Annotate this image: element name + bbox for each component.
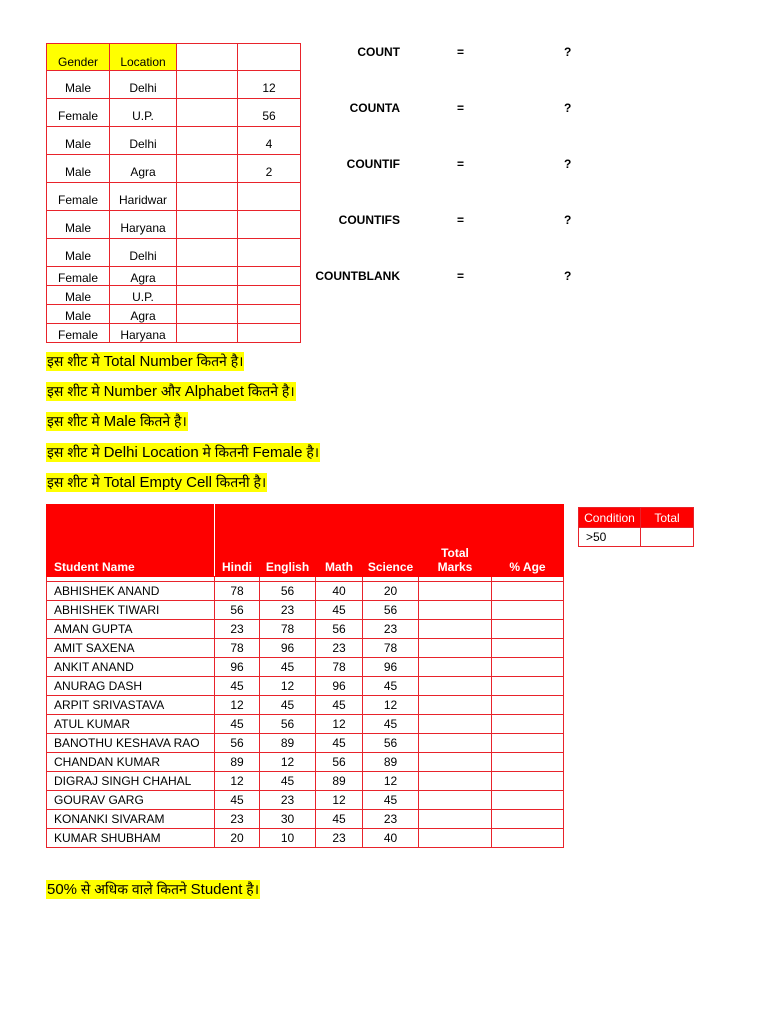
question-part: मे कितनी bbox=[198, 444, 253, 460]
marks-cell[interactable] bbox=[419, 753, 492, 772]
header-total-marks bbox=[419, 505, 492, 577]
gender-table-cell[interactable]: Male bbox=[47, 71, 110, 99]
marks-cell[interactable]: 45 bbox=[215, 715, 260, 734]
question-part: इस शीट मे bbox=[47, 474, 104, 490]
gender-table-row bbox=[47, 127, 301, 155]
marks-cell[interactable] bbox=[419, 810, 492, 829]
gender-table-cell[interactable]: Male bbox=[47, 239, 110, 267]
function-name: COUNTA bbox=[349, 101, 400, 115]
function-equals: = bbox=[457, 157, 465, 171]
marks-cell[interactable] bbox=[419, 601, 492, 620]
marks-cell[interactable] bbox=[492, 753, 564, 772]
marks-cell[interactable]: 96 bbox=[316, 677, 363, 696]
marks-cell[interactable]: 12 bbox=[316, 791, 363, 810]
marks-cell[interactable]: 23 bbox=[316, 829, 363, 848]
marks-cell[interactable] bbox=[492, 620, 564, 639]
question-part: कितने है। bbox=[136, 413, 187, 429]
header-english: English bbox=[260, 505, 316, 577]
gender-table-cell[interactable] bbox=[177, 267, 238, 286]
function-name: COUNT bbox=[357, 45, 400, 59]
question-part: Total Empty Cell bbox=[103, 474, 212, 491]
gender-table-cell[interactable]: 56 bbox=[238, 99, 301, 127]
marks-cell[interactable]: 45 bbox=[215, 791, 260, 810]
gender-table-cell[interactable] bbox=[177, 305, 238, 324]
marks-cell[interactable]: 45 bbox=[316, 734, 363, 753]
gender-table-row bbox=[47, 183, 301, 211]
student-name-cell[interactable]: ANKIT ANAND bbox=[47, 658, 215, 677]
marks-cell[interactable]: 78 bbox=[363, 639, 419, 658]
gender-table-header-3[interactable] bbox=[238, 44, 301, 71]
student-row bbox=[47, 753, 564, 772]
marks-cell[interactable]: 45 bbox=[260, 658, 316, 677]
function-name: COUNTIF bbox=[346, 157, 400, 171]
gender-table-row bbox=[47, 99, 301, 127]
gender-table-row bbox=[47, 211, 301, 239]
marks-cell[interactable] bbox=[419, 715, 492, 734]
function-name: COUNTBLANK bbox=[315, 269, 400, 283]
marks-cell[interactable] bbox=[419, 772, 492, 791]
gender-table-cell[interactable] bbox=[177, 155, 238, 183]
question-2 bbox=[46, 382, 296, 401]
marks-cell[interactable]: 78 bbox=[260, 620, 316, 639]
marks-cell[interactable]: 45 bbox=[316, 601, 363, 620]
header-student-name: Student Name bbox=[47, 505, 215, 577]
marks-cell[interactable] bbox=[492, 829, 564, 848]
gender-table-cell[interactable]: Female bbox=[47, 324, 110, 343]
question-part: Delhi Location bbox=[103, 444, 199, 461]
gender-table-cell[interactable]: Agra bbox=[110, 305, 177, 324]
marks-cell[interactable]: 20 bbox=[363, 582, 419, 601]
question-part: कितने है। bbox=[192, 353, 244, 369]
question-part: है। bbox=[302, 444, 320, 460]
marks-cell[interactable]: 89 bbox=[363, 753, 419, 772]
gender-table-row bbox=[47, 155, 301, 183]
gender-table-cell[interactable] bbox=[238, 324, 301, 343]
gender-table-row bbox=[47, 286, 301, 305]
marks-cell[interactable] bbox=[492, 810, 564, 829]
marks-cell[interactable]: 45 bbox=[260, 696, 316, 715]
student-row bbox=[47, 734, 564, 753]
condition-header: Condition bbox=[579, 508, 641, 528]
marks-cell[interactable]: 30 bbox=[260, 810, 316, 829]
student-row bbox=[47, 715, 564, 734]
marks-cell[interactable]: 56 bbox=[363, 734, 419, 753]
gender-table-cell[interactable]: Delhi bbox=[110, 127, 177, 155]
student-name-cell[interactable]: CHANDAN KUMAR bbox=[47, 753, 215, 772]
student-row bbox=[47, 696, 564, 715]
gender-table-cell[interactable] bbox=[238, 239, 301, 267]
marks-cell[interactable] bbox=[492, 715, 564, 734]
question-part: और bbox=[156, 383, 185, 399]
marks-cell[interactable]: 40 bbox=[316, 582, 363, 601]
marks-cell[interactable]: 23 bbox=[363, 810, 419, 829]
marks-cell[interactable]: 78 bbox=[215, 639, 260, 658]
final-question-part2: से अधिक वाले कितने bbox=[77, 881, 191, 897]
header-math: Math bbox=[316, 505, 363, 577]
marks-cell[interactable] bbox=[419, 582, 492, 601]
marks-cell[interactable] bbox=[419, 677, 492, 696]
marks-cell[interactable]: 12 bbox=[215, 772, 260, 791]
question-4 bbox=[46, 443, 320, 462]
marks-cell[interactable] bbox=[492, 734, 564, 753]
marks-cell[interactable]: 23 bbox=[363, 620, 419, 639]
gender-table-cell[interactable] bbox=[177, 71, 238, 99]
marks-cell[interactable]: 56 bbox=[363, 601, 419, 620]
marks-cell[interactable] bbox=[419, 620, 492, 639]
marks-cell[interactable] bbox=[492, 582, 564, 601]
question-1 bbox=[46, 352, 244, 371]
question-part: Total Number bbox=[103, 353, 193, 370]
student-row bbox=[47, 601, 564, 620]
gender-table-cell[interactable] bbox=[177, 239, 238, 267]
gender-table-row bbox=[47, 324, 301, 343]
marks-cell[interactable]: 12 bbox=[215, 696, 260, 715]
question-part: Alphabet bbox=[184, 383, 244, 400]
gender-table-cell[interactable] bbox=[238, 211, 301, 239]
function-result: ? bbox=[564, 101, 572, 115]
function-equals: = bbox=[457, 45, 465, 59]
student-name-cell[interactable]: AMAN GUPTA bbox=[47, 620, 215, 639]
gender-table-row bbox=[47, 71, 301, 99]
marks-cell[interactable]: 56 bbox=[215, 734, 260, 753]
gender-table-cell[interactable]: 4 bbox=[238, 127, 301, 155]
gender-table-cell[interactable] bbox=[177, 127, 238, 155]
student-row bbox=[47, 677, 564, 696]
gender-table-cell[interactable]: Haryana bbox=[110, 324, 177, 343]
marks-cell[interactable]: 56 bbox=[260, 582, 316, 601]
marks-cell[interactable]: 23 bbox=[215, 620, 260, 639]
gender-table-row bbox=[47, 267, 301, 286]
gender-table-cell[interactable] bbox=[177, 286, 238, 305]
gender-table-cell[interactable]: Agra bbox=[110, 155, 177, 183]
student-name-cell[interactable]: ARPIT SRIVASTAVA bbox=[47, 696, 215, 715]
gender-table-cell[interactable]: Female bbox=[47, 267, 110, 286]
marks-cell[interactable]: 96 bbox=[215, 658, 260, 677]
condition-value[interactable]: >50 bbox=[579, 528, 641, 547]
gender-table-cell[interactable] bbox=[238, 183, 301, 211]
student-name-cell[interactable]: BANOTHU KESHAVA RAO bbox=[47, 734, 215, 753]
gender-table-cell[interactable] bbox=[177, 324, 238, 343]
student-name-cell[interactable]: ABHISHEK ANAND bbox=[47, 582, 215, 601]
gender-table-cell[interactable] bbox=[177, 211, 238, 239]
marks-cell[interactable]: 45 bbox=[363, 715, 419, 734]
marks-cell[interactable]: 89 bbox=[260, 734, 316, 753]
gender-table-cell[interactable]: Male bbox=[47, 286, 110, 305]
question-part: इस शीट मे bbox=[47, 413, 104, 429]
marks-cell[interactable]: 12 bbox=[316, 715, 363, 734]
gender-table-cell[interactable] bbox=[177, 183, 238, 211]
marks-cell[interactable] bbox=[419, 696, 492, 715]
final-question-student: Student bbox=[190, 881, 243, 898]
marks-cell[interactable]: 45 bbox=[363, 791, 419, 810]
function-result: ? bbox=[564, 45, 572, 59]
marks-cell[interactable] bbox=[419, 658, 492, 677]
marks-cell[interactable] bbox=[492, 639, 564, 658]
marks-cell[interactable] bbox=[419, 734, 492, 753]
marks-cell[interactable]: 56 bbox=[316, 753, 363, 772]
gender-table-cell[interactable]: Delhi bbox=[110, 239, 177, 267]
question-5 bbox=[46, 473, 267, 492]
function-equals: = bbox=[457, 101, 465, 115]
student-row bbox=[47, 620, 564, 639]
gender-table-header-1[interactable]: Location bbox=[110, 44, 177, 71]
gender-table-cell[interactable]: Male bbox=[47, 127, 110, 155]
student-row bbox=[47, 791, 564, 810]
marks-cell[interactable]: 96 bbox=[363, 658, 419, 677]
question-part: इस शीट मे bbox=[47, 444, 104, 460]
marks-cell[interactable]: 56 bbox=[215, 601, 260, 620]
gender-table-cell[interactable] bbox=[238, 305, 301, 324]
student-row bbox=[47, 582, 564, 601]
marks-cell[interactable]: 78 bbox=[215, 582, 260, 601]
marks-cell[interactable]: 96 bbox=[260, 639, 316, 658]
marks-cell[interactable]: 45 bbox=[316, 810, 363, 829]
marks-cell[interactable]: 89 bbox=[316, 772, 363, 791]
marks-cell[interactable]: 10 bbox=[260, 829, 316, 848]
gender-table-cell[interactable] bbox=[177, 99, 238, 127]
final-question bbox=[46, 880, 260, 899]
marks-cell[interactable]: 20 bbox=[215, 829, 260, 848]
gender-table-cell[interactable]: 2 bbox=[238, 155, 301, 183]
marks-cell[interactable]: 56 bbox=[260, 715, 316, 734]
gender-table-cell[interactable]: Female bbox=[47, 99, 110, 127]
function-equals: = bbox=[457, 269, 465, 283]
marks-cell[interactable]: 12 bbox=[363, 696, 419, 715]
marks-cell[interactable] bbox=[419, 829, 492, 848]
marks-cell[interactable]: 45 bbox=[363, 677, 419, 696]
student-name-cell[interactable]: ABHISHEK TIWARI bbox=[47, 601, 215, 620]
question-part: Male bbox=[103, 413, 137, 430]
gender-table-row bbox=[47, 305, 301, 324]
gender-table-cell[interactable]: Male bbox=[47, 155, 110, 183]
question-part: Female bbox=[252, 444, 303, 461]
gender-table-cell[interactable]: Agra bbox=[110, 267, 177, 286]
gender-location-table bbox=[46, 43, 301, 343]
gender-table-cell[interactable]: Haryana bbox=[110, 211, 177, 239]
marks-cell[interactable]: 78 bbox=[316, 658, 363, 677]
gender-table-cell[interactable]: Male bbox=[47, 305, 110, 324]
header-hindi: Hindi bbox=[215, 505, 260, 577]
header-science: Science bbox=[363, 505, 419, 577]
gender-table-cell[interactable]: 12 bbox=[238, 71, 301, 99]
marks-cell[interactable] bbox=[419, 791, 492, 810]
gender-table-cell[interactable]: Female bbox=[47, 183, 110, 211]
marks-cell[interactable]: 12 bbox=[363, 772, 419, 791]
student-name-cell[interactable]: ATUL KUMAR bbox=[47, 715, 215, 734]
gender-table-header-2[interactable] bbox=[177, 44, 238, 71]
header-total-line1: Total bbox=[441, 546, 469, 560]
marks-cell[interactable] bbox=[492, 658, 564, 677]
gender-table-row bbox=[47, 239, 301, 267]
marks-cell[interactable] bbox=[419, 639, 492, 658]
marks-cell[interactable]: 89 bbox=[215, 753, 260, 772]
student-name-cell[interactable]: ANURAG DASH bbox=[47, 677, 215, 696]
header-total-line2: Marks bbox=[437, 560, 473, 574]
student-row bbox=[47, 658, 564, 677]
student-row bbox=[47, 829, 564, 848]
function-result: ? bbox=[564, 157, 572, 171]
marks-cell[interactable] bbox=[492, 601, 564, 620]
gender-table-cell[interactable]: Male bbox=[47, 211, 110, 239]
condition-table bbox=[578, 507, 694, 547]
marks-cell[interactable]: 23 bbox=[316, 639, 363, 658]
condition-total-cell[interactable] bbox=[641, 528, 694, 547]
question-part: इस शीट मे bbox=[47, 353, 104, 369]
student-name-cell[interactable]: GOURAV GARG bbox=[47, 791, 215, 810]
marks-cell[interactable]: 23 bbox=[260, 601, 316, 620]
gender-table-cell[interactable] bbox=[238, 286, 301, 305]
marks-cell[interactable]: 45 bbox=[316, 696, 363, 715]
marks-cell[interactable]: 45 bbox=[260, 772, 316, 791]
marks-cell[interactable] bbox=[492, 791, 564, 810]
student-marks-table bbox=[46, 504, 564, 848]
marks-cell[interactable]: 12 bbox=[260, 677, 316, 696]
marks-cell[interactable] bbox=[492, 696, 564, 715]
gender-table-cell[interactable]: Haridwar bbox=[110, 183, 177, 211]
student-row bbox=[47, 810, 564, 829]
final-question-part4: है। bbox=[242, 881, 260, 897]
student-name-cell[interactable]: AMIT SAXENA bbox=[47, 639, 215, 658]
function-equals: = bbox=[457, 213, 465, 227]
total-header: Total bbox=[641, 508, 694, 528]
function-name: COUNTIFS bbox=[338, 213, 400, 227]
student-name-cell[interactable]: KONANKI SIVARAM bbox=[47, 810, 215, 829]
gender-table-header-0[interactable]: Gender bbox=[47, 44, 110, 71]
marks-cell[interactable]: 23 bbox=[260, 791, 316, 810]
marks-cell[interactable]: 45 bbox=[215, 677, 260, 696]
marks-cell[interactable]: 56 bbox=[316, 620, 363, 639]
gender-table-cell[interactable]: Delhi bbox=[110, 71, 177, 99]
gender-table-cell[interactable] bbox=[238, 267, 301, 286]
marks-cell[interactable] bbox=[492, 772, 564, 791]
question-part: इस शीट मे bbox=[47, 383, 104, 399]
marks-cell[interactable]: 12 bbox=[260, 753, 316, 772]
question-part: कितनी है। bbox=[211, 474, 267, 490]
marks-cell[interactable]: 23 bbox=[215, 810, 260, 829]
student-name-cell[interactable]: KUMAR SHUBHAM bbox=[47, 829, 215, 848]
student-row bbox=[47, 639, 564, 658]
student-row bbox=[47, 772, 564, 791]
function-result: ? bbox=[564, 269, 572, 283]
gender-table-cell[interactable]: U.P. bbox=[110, 286, 177, 305]
student-name-cell[interactable]: DIGRAJ SINGH CHAHAL bbox=[47, 772, 215, 791]
question-part: कितने है। bbox=[244, 383, 295, 399]
marks-cell[interactable]: 40 bbox=[363, 829, 419, 848]
question-3 bbox=[46, 412, 188, 431]
header-percent-age: % Age bbox=[492, 505, 564, 577]
final-question-percent: 50% bbox=[47, 881, 78, 898]
question-part: Number bbox=[103, 383, 157, 400]
gender-table-cell[interactable]: U.P. bbox=[110, 99, 177, 127]
marks-cell[interactable] bbox=[492, 677, 564, 696]
function-result: ? bbox=[564, 213, 572, 227]
